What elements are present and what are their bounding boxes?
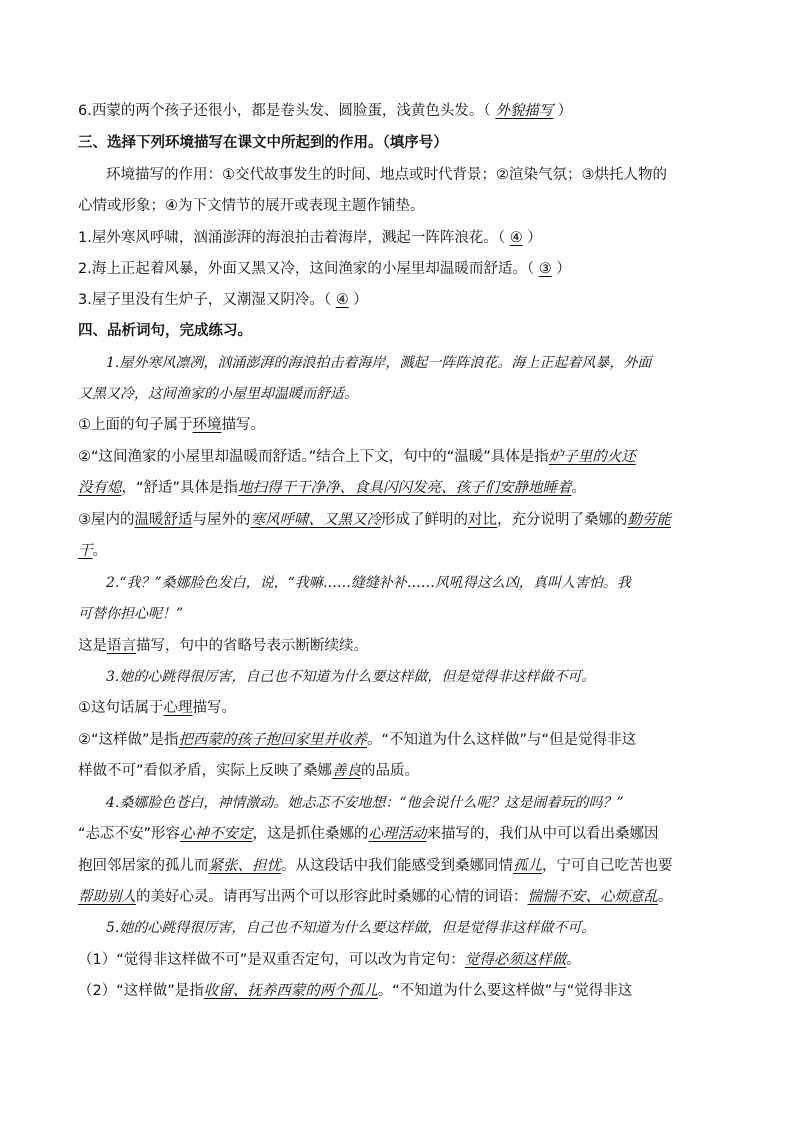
q2-passage: 2.“我？”桑娜脸色发白，说，“我嘛……缝缝补补……风吼得这么凶，真叫人害怕。我	[106, 575, 631, 591]
section-3-item-3: 3.屋子里没有生炉子，又潮湿又阴冷。（ ④ ）	[78, 292, 368, 308]
section-3-intro-cont: 心情或形象；④为下文情节的展开或表现主题作铺垫。	[78, 198, 425, 214]
q1-answer-2: ②“这间渔家的小屋里却温暖而舒适。”结合上下文，句中的“温暖”具体是指炉子里的火还	[78, 449, 636, 465]
q5-passage: 5.她的心跳得很厉害，自己也不知道为什么要这样做，但是觉得非这样做不可。	[106, 920, 596, 936]
answer-blank: ④	[335, 292, 349, 308]
q3-passage: 3.她的心跳得很厉害，自己也不知道为什么要这样做，但是觉得非这样做不可。	[106, 669, 596, 685]
answer-blank: ③	[538, 261, 552, 277]
section-3-intro: 环境描写的作用：①交代故事发生的时间、地点或时代背景；②渲染气氛；③烘托人物的	[106, 167, 667, 183]
q2-answer: 这是语言描写，句中的省略号表示断断续续。	[78, 638, 368, 654]
q1-passage: 1.屋外寒风凛冽，汹涌澎湃的海浪拍击着海岸，溅起一阵阵浪花。海上正起着风暴，外面	[106, 355, 652, 371]
q3-answer-2-cont: 样做不可”看似矛盾，实际上反映了桑娜善良的品质。	[78, 763, 420, 779]
section-3-item-1: 1.屋外寒风呼啸，汹涌澎湃的海浪拍击着海岸，溅起一阵阵浪花。（ ④ ）	[78, 230, 542, 246]
q5-sub-1: （1）“觉得非这样做不可”是双重否定句，可以改为肯定句：觉得必须这样做。	[78, 952, 581, 968]
section-3-item-2: 2.海上正起着风暴，外面又黑又冷，这间渔家的小屋里却温暖而舒适。（ ③ ）	[78, 261, 571, 277]
q5-sub-2: （2）“这样做”是指收留、抚养西蒙的两个孤儿。“不知道为什么要这样做”与“觉得非这	[78, 983, 633, 999]
answer-blank: 外貌描写	[495, 103, 554, 119]
q1-answer-2-cont: 没有熄，“舒适”具体是指地扫得干干净净、食具闪闪发亮、孩子们安静地睡着。	[78, 480, 587, 496]
section-3-title: 三、选择下列环境描写在课文中所起到的作用。（填序号）	[78, 135, 448, 151]
q4-answer-2: 抱回邻居家的孤儿而紧张、担忧。从这段话中我们能感受到桑娜同情孤儿，宁可自己吃苦也要	[78, 858, 673, 874]
q4-answer-3: 帮助别人的美好心灵。请再写出两个可以形容此时桑娜的心情的词语：惴惴不安、心烦意乱。	[78, 889, 673, 905]
q3-answer-2: ②“这样做”是指把西蒙的孩子抱回家里并收养。“不知道为什么这样做”与“但是觉得非这	[78, 732, 637, 748]
q3-answer-1: ①这句话属于心理描写。	[78, 700, 236, 716]
answer-blank: ④	[509, 230, 523, 246]
q4-answer-1: “忐忑不安”形容心神不安定，这是抓住桑娜的心理活动来描写的，我们从中可以看出桑娜因	[78, 826, 659, 842]
q4-passage: 4.桑娜脸色苍白，神情激动。她忐忑不安地想：“他会说什么呢？这是闹着玩的吗？”	[106, 795, 624, 811]
section-4-title: 四、品析词句，完成练习。	[78, 323, 252, 339]
item-6: 6.西蒙的两个孩子还很小，都是卷头发、圆脸蛋，浅黄色头发。（ 外貌描写 ）	[78, 103, 573, 119]
q1-answer-1: ①上面的句子属于环境描写。	[78, 417, 265, 433]
q1-answer-3: ③屋内的温暖舒适与屋外的寒风呼啸、又黑又冷形成了鲜明的对比，充分说明了桑娜的勤劳能	[78, 512, 671, 528]
q1-answer-3-cont: 干。	[78, 543, 107, 559]
q1-passage-cont: 又黑又冷，这间渔家的小屋里却温暖而舒适。	[78, 386, 358, 402]
q2-passage-cont: 可替你担心呢！”	[78, 606, 184, 622]
